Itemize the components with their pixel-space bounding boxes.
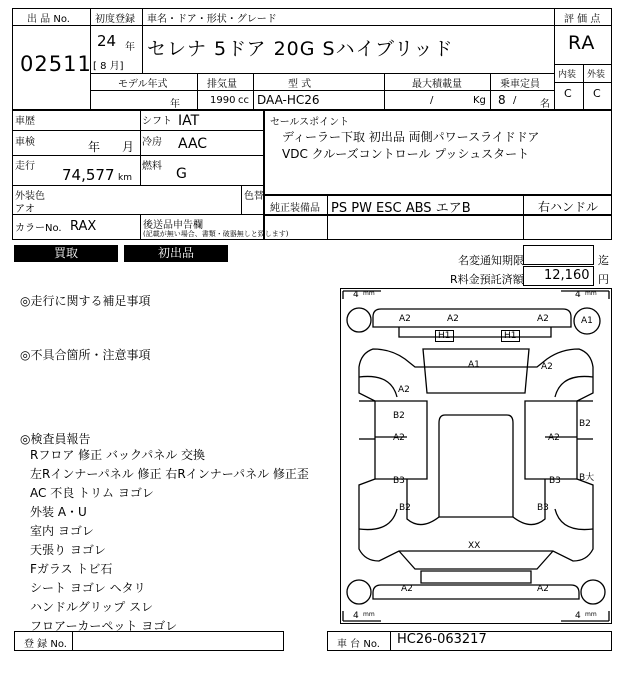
mileage-label: 走行 bbox=[15, 161, 35, 172]
mileage-unit: km bbox=[118, 173, 132, 183]
mark-left-rear-door-lower: A2 bbox=[393, 433, 405, 443]
model-year-unit: 年 bbox=[170, 99, 180, 110]
type-value: DAA-HC26 bbox=[257, 93, 320, 107]
mark-right-rear-door-lower: A2 bbox=[548, 433, 560, 443]
first-reg-month: [ 8 月] bbox=[93, 61, 124, 72]
recycle-value: 12,160 bbox=[544, 268, 590, 283]
fuel-label: 燃料 bbox=[142, 161, 162, 172]
score-label: 評 価 点 bbox=[564, 14, 601, 25]
sales-point-label: セールスポイント bbox=[270, 117, 350, 128]
ac-value: AAC bbox=[178, 136, 208, 152]
inspector-line: 天張り ヨゴレ bbox=[30, 543, 106, 557]
ac-label: 冷房 bbox=[142, 137, 162, 148]
interior-grade: C bbox=[564, 87, 572, 100]
tire-rear-right: 4 bbox=[575, 611, 581, 621]
car-outline bbox=[341, 289, 611, 623]
mark-rear-bumper-left: A2 bbox=[399, 314, 411, 324]
mark-roof: A1 bbox=[468, 360, 480, 370]
inspector-line: Fガラス トビ石 bbox=[30, 562, 113, 576]
mark-left-quarter: A2 bbox=[398, 385, 410, 395]
inspector-line: 室内 ヨゴレ bbox=[30, 524, 94, 538]
mark-right-quarter: A2 bbox=[541, 362, 553, 372]
exterior-grade: C bbox=[593, 87, 601, 100]
buy-tag: 買取 bbox=[14, 245, 118, 262]
inspector-line: シート ヨゴレ ヘタリ bbox=[30, 581, 146, 595]
mark-left-rear-door-upper: B2 bbox=[393, 411, 405, 421]
mark-hood: XX bbox=[468, 541, 481, 551]
sales-point-line2: VDC クルーズコントロール プッシュスタート bbox=[282, 147, 530, 161]
mark-rear-lamp-right: H1 bbox=[501, 330, 520, 342]
max-load-label: 最大積載量 bbox=[412, 79, 462, 90]
car-diagram bbox=[340, 288, 612, 624]
history-label: 車歴 bbox=[15, 116, 35, 127]
inspection-year-unit: 年 bbox=[88, 140, 101, 154]
mark-right-rear-door-upper: B2 bbox=[579, 419, 591, 429]
capacity-label: 乗車定員 bbox=[500, 79, 540, 90]
car-name: セレナ 5ドア 20G Sハイブリッド bbox=[147, 38, 454, 60]
tire-front-left: 4 bbox=[353, 290, 359, 300]
mark-right-front-door-upper: B3 bbox=[549, 476, 561, 486]
exterior-label: 外装 bbox=[587, 70, 606, 80]
deadline-box bbox=[523, 245, 594, 265]
deadline-label: 名変通知期限 bbox=[458, 254, 524, 267]
first-reg-year: 24 bbox=[97, 32, 117, 50]
inspector-report-label: ◎検査員報告 bbox=[20, 432, 91, 446]
tire-rear-left-unit: mm bbox=[363, 611, 375, 618]
capacity-unit: 名 bbox=[540, 99, 550, 110]
inspector-line: AC 不良 トリム ヨゴレ bbox=[30, 486, 154, 500]
chassis-no-value: HC26-063217 bbox=[397, 632, 487, 647]
lot-no: 02511 bbox=[20, 52, 92, 76]
mark-right-side-sill: B大 bbox=[579, 473, 595, 483]
inspection-month-unit: 月 bbox=[122, 140, 135, 154]
score: RA bbox=[568, 32, 596, 54]
mark-rear-lamp-left: H1 bbox=[435, 330, 454, 342]
max-load-unit: Kg bbox=[473, 95, 486, 106]
interior-label: 内装 bbox=[558, 70, 577, 80]
aftermarket-label: 後送品申告欄 bbox=[143, 220, 203, 231]
capacity-value: 8 bbox=[498, 93, 506, 107]
tire-front-left-unit: mm bbox=[363, 290, 375, 297]
mark-spare-tire: A1 bbox=[581, 316, 593, 326]
displacement-label: 排気量 bbox=[207, 79, 237, 90]
defects-notes-label: ◎不具合箇所・注意事項 bbox=[20, 348, 151, 362]
chassis-no-label: 車 台 No. bbox=[337, 639, 380, 650]
first-reg-label: 初度登録 bbox=[95, 14, 135, 25]
color-change-label: 色替 bbox=[244, 191, 264, 202]
handle-value: 右ハンドル bbox=[538, 200, 599, 214]
deadline-unit: 迄 bbox=[598, 254, 609, 267]
tire-rear-right-unit: mm bbox=[585, 611, 597, 618]
tire-front-right: 4 bbox=[575, 290, 581, 300]
lot-no-label: 出 品 No. bbox=[27, 14, 70, 25]
color-no-value: RAX bbox=[70, 219, 97, 234]
mark-left-front-door-lower: B2 bbox=[399, 503, 411, 513]
first-reg-year-unit: 年 bbox=[125, 42, 135, 53]
mark-right-front-door-lower: B3 bbox=[537, 503, 549, 513]
color-no-label: カラーNo. bbox=[15, 223, 62, 234]
mark-front-bumper-right: A2 bbox=[537, 584, 549, 594]
fuel-value: G bbox=[176, 166, 187, 182]
exterior-color-label: 外装色 bbox=[15, 191, 45, 202]
oem-equipment-label: 純正装備品 bbox=[270, 203, 320, 214]
inspector-line: Rフロア 修正 バックパネル 交換 bbox=[30, 448, 206, 462]
exterior-color-value: アオ bbox=[15, 204, 35, 215]
car-name-label: 車名・ドア・形状・グレード bbox=[147, 14, 277, 25]
mark-rear-bumper-right: A2 bbox=[537, 314, 549, 324]
tire-rear-left: 4 bbox=[353, 611, 359, 621]
mileage-value: 74,577 bbox=[62, 166, 115, 184]
inspection-label: 車検 bbox=[15, 137, 35, 148]
driving-notes-label: ◎走行に関する補足事項 bbox=[20, 294, 151, 308]
mark-rear-bumper-center: A2 bbox=[447, 314, 459, 324]
first-listing-tag: 初出品 bbox=[124, 245, 228, 262]
equipment-extra-box bbox=[264, 215, 612, 240]
mark-left-front-door-upper: B3 bbox=[393, 476, 405, 486]
inspector-line: フロアーカーペット ヨゴレ bbox=[30, 619, 178, 633]
inspector-line: ハンドルグリップ スレ bbox=[30, 600, 154, 614]
registration-no-label: 登 録 No. bbox=[24, 639, 67, 650]
tire-front-right-unit: mm bbox=[585, 290, 597, 297]
shift-label: シフト bbox=[142, 116, 172, 127]
model-year-label: モデル年式 bbox=[118, 79, 168, 90]
mark-front-bumper-left: A2 bbox=[401, 584, 413, 594]
inspector-line: 左Rインナーパネル 修正 右Rインナーパネル 修正歪 bbox=[30, 467, 309, 481]
type-label: 型 式 bbox=[288, 79, 312, 90]
shift-value: IAT bbox=[178, 113, 200, 129]
inspector-line: 外装 A・U bbox=[30, 505, 87, 519]
capacity-slash: / bbox=[513, 95, 517, 106]
recycle-unit: 円 bbox=[598, 273, 609, 286]
sales-point-line1: ディーラー下取 初出品 両側パワースライドドア bbox=[282, 130, 540, 144]
recycle-label: R料金預託済額 bbox=[450, 273, 524, 286]
displacement-unit: cc bbox=[238, 95, 249, 106]
max-load-slash: / bbox=[430, 95, 434, 106]
aftermarket-note: (記載が無い場合、書類・破器無しと致します) bbox=[143, 230, 289, 238]
displacement-value: 1990 bbox=[210, 95, 236, 106]
oem-equipment-value: PS PW ESC ABS エアB bbox=[331, 201, 471, 216]
